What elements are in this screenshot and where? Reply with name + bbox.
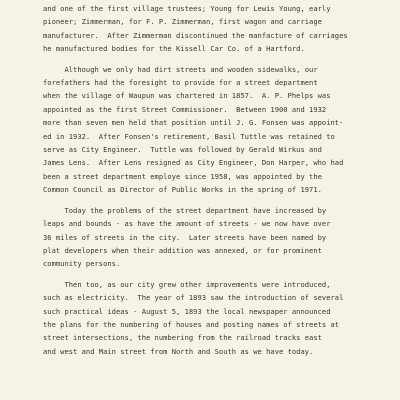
text-line: been a street department employe since 1958, was appointed by the	[43, 171, 322, 181]
paragraph-3	[43, 204, 360, 271]
text-line: such practical ideas - August 5, 1893 the local newspaper announced	[43, 306, 331, 316]
text-line: and west and Main street from North and South as we have today.	[43, 346, 314, 356]
text-line: such as electricity. The year of 1893 saw the introduction of several	[43, 293, 344, 303]
text-line: community persons.	[43, 259, 121, 269]
paragraph-4	[43, 278, 360, 358]
text-line: leaps and bounds - as have the amount of streets - we now have over	[43, 219, 331, 229]
text-line: Today the problems of the street department have increased by	[43, 205, 327, 215]
text-line: James Lens. After Lens resigned as City Engineer, Don Harper, who had	[43, 158, 344, 168]
text-line: plat developers when their addition was annexed, or for prominent	[43, 245, 322, 255]
text-line: when the village of Waupun was chartered in 1857. A. P. Phelps was	[43, 91, 331, 101]
text-line: ed in 1932. After Fonsen's retirement, Basil Tuttle was retained to	[43, 131, 335, 141]
text-line: manufacturer. After Zimmerman discontinued the manfacture of carriages	[43, 30, 348, 40]
text-line: more than seven men held that position until J. G. Fonsen was appoint-	[43, 118, 344, 128]
text-line: and one of the first village trustees; Young for Lewis Young, early	[43, 4, 331, 13]
text-line: street intersections, the numbering from the railroad tracks east	[43, 333, 322, 343]
text-line: Then too, as our city grew other improvements were introduced,	[43, 279, 331, 289]
text-line: serve as City Engineer. Tuttle was followed by Gerald Wirkus and	[43, 145, 322, 155]
text-line: Common Council as Director of Public Works in the spring of 1971.	[43, 185, 322, 195]
text-line: forefathers had the foresight to provide for a street department	[43, 78, 318, 88]
text-line: he manufactured bodies for the Kissell Car Co. of a Hartford.	[43, 44, 305, 54]
text-line: pioneer; Zimmerman, for F. P. Zimmerman, first wagon and carriage	[43, 17, 322, 27]
paragraph-2	[43, 63, 360, 197]
text-line: the plans for the numbering of houses and posting names of streets at	[43, 319, 340, 329]
text-line: Although we only had dirt streets and wooden sidewalks, our	[43, 64, 318, 74]
text-line: appointed as the first Street Commissioner. Between 1900 and 1932	[43, 104, 327, 114]
paragraph-1	[43, 2, 360, 56]
text-line: 36 miles of streets in the city. Later streets have been named by	[43, 232, 327, 242]
